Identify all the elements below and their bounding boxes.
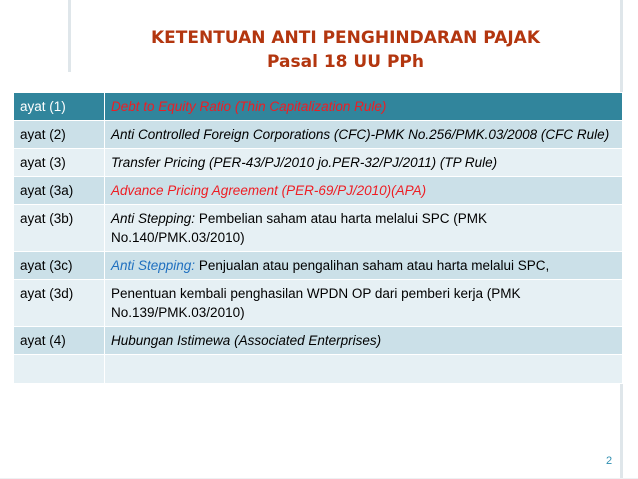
ayat-cell: ayat (2) (14, 121, 105, 149)
empty-cell (14, 355, 105, 384)
ayat-cell: ayat (3d) (14, 280, 105, 327)
ayat-cell: ayat (4) (14, 327, 105, 355)
table-row-empty (14, 355, 623, 384)
title-line-1: KETENTUAN ANTI PENGHINDARAN PAJAK (150, 28, 541, 48)
ayat-cell: ayat (3a) (14, 177, 105, 205)
provision-cell (105, 252, 623, 280)
ayat-cell: ayat (3b) (14, 205, 105, 252)
provision-lead: Anti Stepping: (111, 211, 196, 226)
ayat-cell: ayat (3c) (14, 252, 105, 280)
slide-title (71, 26, 620, 74)
table-row (14, 252, 623, 280)
table-row (14, 149, 623, 177)
provision-text: Pembelian saham atau harta melalui SPC (PMK No.140/PMK.03/2010) (111, 211, 487, 245)
ayat-cell: ayat (3) (14, 149, 105, 177)
table-row (14, 205, 623, 252)
table-row (14, 121, 623, 149)
provision-cell: Transfer Pricing (PER-43/PJ/2010 jo.PER-32/PJ/2011) (TP Rule) (105, 149, 623, 177)
provision-text: Advance Pricing Agreement (PER-69/PJ/2010)(APA) (111, 183, 427, 198)
provision-cell (105, 205, 623, 252)
page-number: 2 (606, 455, 613, 467)
provision-text: Debt to Equity Ratio (Thin Capitalization Rule) (111, 99, 387, 114)
provision-lead: Anti Stepping: (111, 258, 196, 273)
table-row (14, 280, 623, 327)
provision-cell (105, 93, 623, 121)
provisions-table (13, 92, 623, 384)
provision-text: Penjualan atau pengalihan saham atau harta melalui SPC, (195, 258, 550, 273)
provision-cell: Hubungan Istimewa (Associated Enterprises) (105, 327, 623, 355)
table-row (14, 93, 623, 121)
table-row (14, 177, 623, 205)
provision-cell (105, 177, 623, 205)
provision-cell: Anti Controlled Foreign Corporations (CFC)-PMK No.256/PMK.03/2008 (CFC Rule) (105, 121, 623, 149)
provision-cell: Penentuan kembali penghasilan WPDN OP dari pemberi kerja (PMK No.139/PMK.03/2010) (105, 280, 623, 327)
table-row (14, 327, 623, 355)
empty-cell (105, 355, 623, 384)
title-line-2: Pasal 18 UU PPh (267, 52, 424, 72)
ayat-cell: ayat (1) (14, 93, 105, 121)
